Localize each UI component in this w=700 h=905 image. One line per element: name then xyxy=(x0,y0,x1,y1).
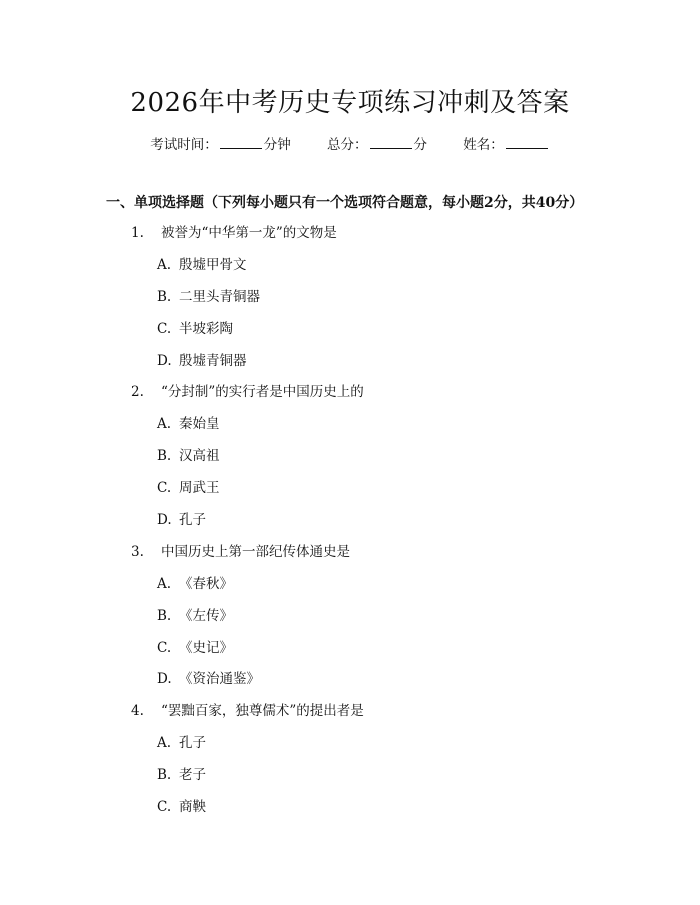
question-text: “分封制”的实行者是中国历史上的 xyxy=(161,384,364,401)
option-text: 孔子 xyxy=(179,512,206,529)
question-text: 被誉为“中华第一龙”的文物是 xyxy=(161,225,337,241)
option-text: 半坡彩陶 xyxy=(179,320,233,337)
total-score-field xyxy=(327,137,427,153)
option-text: 商鞅 xyxy=(179,799,206,816)
question-2-option-b xyxy=(0,446,700,478)
option-letter: B. xyxy=(157,448,172,465)
exam-time-field xyxy=(150,137,291,153)
option-letter: C. xyxy=(157,639,172,656)
option-letter: D. xyxy=(157,512,172,529)
option-text: 秦始皇 xyxy=(179,416,220,433)
question-1-option-d xyxy=(0,351,700,383)
option-letter: B. xyxy=(157,288,172,305)
question-1-option-b xyxy=(0,287,700,319)
student-name-field xyxy=(463,137,550,153)
exam-time-label: 考试时间： xyxy=(150,137,218,153)
question-1-option-c xyxy=(0,319,700,351)
option-letter: C. xyxy=(157,799,172,816)
question-list xyxy=(0,223,700,829)
total-score-blank xyxy=(370,136,412,149)
question-3-option-b xyxy=(0,606,700,638)
exam-meta xyxy=(0,133,700,153)
option-text: 殷墟青铜器 xyxy=(179,352,247,369)
option-text: 《资治通鉴》 xyxy=(179,671,260,688)
option-letter: C. xyxy=(157,320,172,337)
option-letter: D. xyxy=(157,352,172,369)
question-2 xyxy=(0,382,700,414)
section-heading: 一、单项选择题（下列每小题只有一个选项符合题意，每小题2分，共40分） xyxy=(106,195,584,211)
option-text: 《左传》 xyxy=(179,607,233,624)
option-letter: D. xyxy=(157,671,172,688)
question-1-option-a xyxy=(0,255,700,287)
option-letter: B. xyxy=(157,767,172,784)
option-letter: A. xyxy=(157,735,172,752)
option-text: 周武王 xyxy=(179,480,220,497)
option-text: 《史记》 xyxy=(179,639,233,656)
question-2-option-d xyxy=(0,510,700,542)
option-letter: A. xyxy=(157,416,172,433)
question-text: 中国历史上第一部纪传体通史是 xyxy=(161,543,350,560)
option-text: 《春秋》 xyxy=(179,575,233,592)
question-2-option-a xyxy=(0,414,700,446)
page-title: 2026年中考历史专项练习冲刺及答案 xyxy=(130,88,570,118)
option-letter: C. xyxy=(157,480,172,497)
option-text: 孔子 xyxy=(179,735,206,752)
question-number: 1. xyxy=(131,225,144,241)
option-text: 殷墟甲骨文 xyxy=(179,256,247,273)
question-number: 2. xyxy=(131,384,144,401)
exam-time-unit: 分钟 xyxy=(263,137,291,153)
question-2-option-c xyxy=(0,478,700,510)
student-name-label: 姓名： xyxy=(463,137,504,153)
question-text: “罢黜百家，独尊儒术”的提出者是 xyxy=(161,703,364,720)
option-text: 汉高祖 xyxy=(179,448,220,465)
student-name-blank xyxy=(506,136,548,149)
question-3 xyxy=(0,542,700,574)
exam-time-blank xyxy=(220,136,262,149)
question-4-option-a xyxy=(0,733,700,765)
option-letter: A. xyxy=(157,256,172,273)
question-3-option-d xyxy=(0,669,700,701)
question-4 xyxy=(0,701,700,733)
total-score-label: 总分： xyxy=(327,137,368,153)
question-4-option-c xyxy=(0,797,700,829)
question-number: 4. xyxy=(131,703,144,720)
question-4-option-b xyxy=(0,765,700,797)
question-3-option-a xyxy=(0,574,700,606)
question-number: 3. xyxy=(131,543,144,560)
question-3-option-c xyxy=(0,638,700,670)
total-score-unit: 分 xyxy=(413,137,427,153)
option-letter: B. xyxy=(157,607,172,624)
option-text: 二里头青铜器 xyxy=(179,288,260,305)
option-letter: A. xyxy=(157,575,172,592)
option-text: 老子 xyxy=(179,767,206,784)
question-1 xyxy=(0,223,700,255)
